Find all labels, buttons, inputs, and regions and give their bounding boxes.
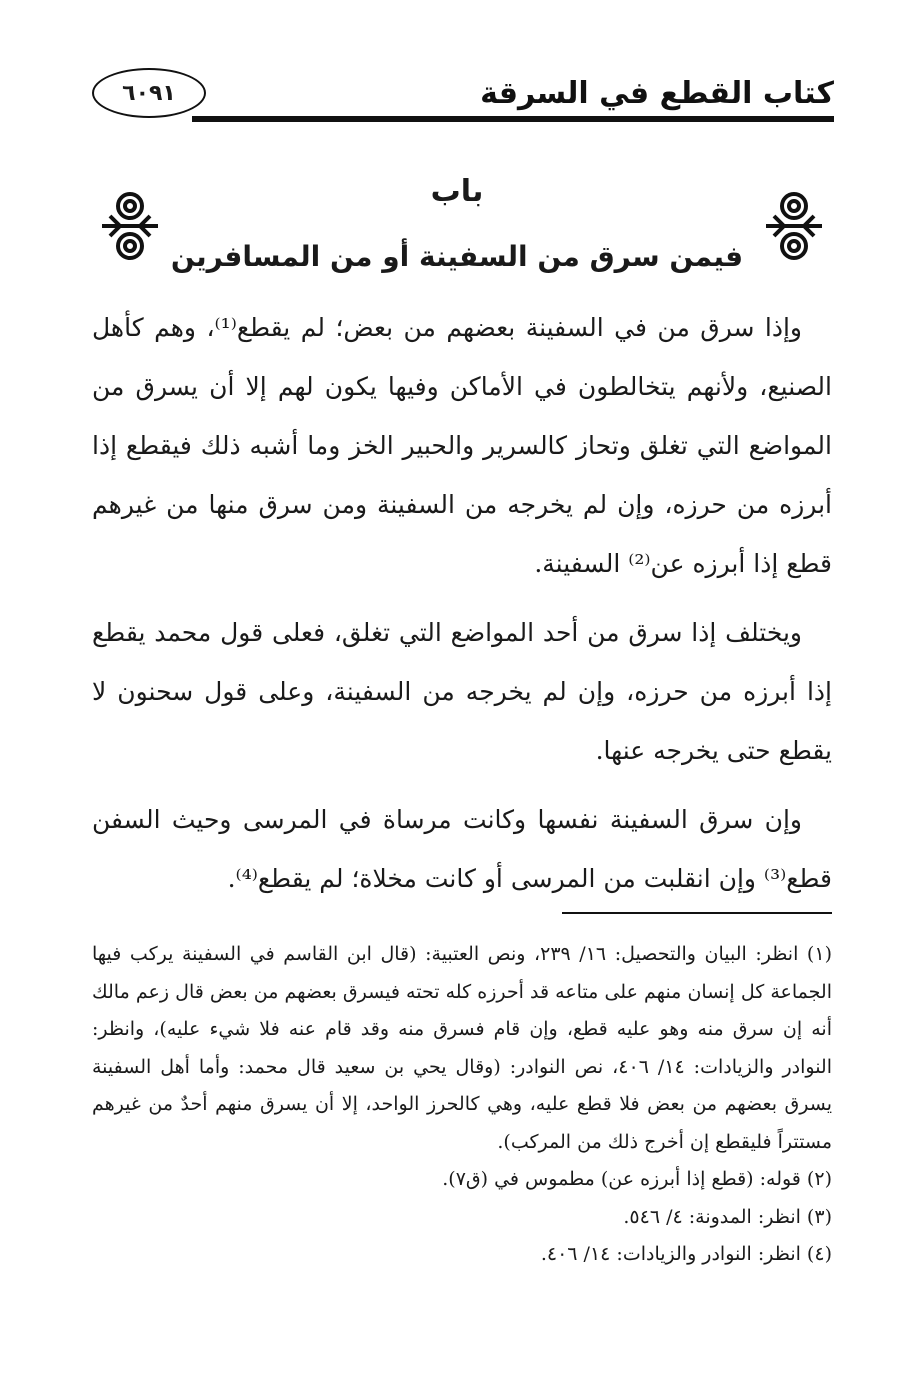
footnote: (٢) قوله: (قطع إذا أبرزه عن) مطموس في (ق٧). bbox=[442, 1168, 832, 1190]
main-text bbox=[92, 298, 832, 918]
book-title: كتاب القطع في السرقة bbox=[480, 76, 834, 111]
footnote: (١) انظر: البيان والتحصيل: ١٦/ ٢٣٩، ونص العتبية: (قال ابن القاسم في السفينة يركب فيها الجماعة كل إنسان منهم على متاعه قد أحرزه كله تحته فيسرق بعضهم من بعض قال زعم مالك أنه إن سرق منه وهو عليه قطع، وإن قام فسرق منه وقد قام عنه فلا شيء عليه)، وانظر: النوادر والزيادات: ١٤/ ٤٠٦، نص النوادر: (وقال يحي بن سعيد قال محمد: وأما أهل السفينة يسرق بعضهم من بعض فلا قطع عليه، وهي كالحرز الواحد، إلا أن يسرق منهم أحدٌ من غيرهم مستتراً فليقطع إن أخرج ذلك من المركب). bbox=[92, 943, 832, 1153]
footnotes bbox=[92, 936, 832, 1274]
paragraph: وإن سرق السفينة نفسها وكانت مرساة في المرسى وحيث السفن قطع⁽³⁾ وإن انقلبت من المرسى أو كانت مخلاة؛ لم يقطع⁽⁴⁾. bbox=[92, 805, 832, 893]
footnote-separator bbox=[562, 912, 832, 914]
footnote: (٣) انظر: المدونة: ٤/ ٥٤٦. bbox=[623, 1205, 832, 1228]
page-number: ٦٠٩١ bbox=[92, 68, 206, 118]
paragraph: ويختلف إذا سرق من أحد المواضع التي تغلق، فعلى قول محمد يقطع إذا أبرزه من حرزه، وإن لم يخرجه من السفينة، وعلى قول سحنون لا يقطع حتى يخرجه عنها. bbox=[92, 618, 832, 765]
page-header bbox=[92, 68, 834, 128]
chapter-label: باب bbox=[430, 174, 484, 209]
chapter-title: فيمن سرق من السفينة أو من المسافرين bbox=[170, 240, 744, 273]
footnote: (٤) انظر: النوادر والزيادات: ١٤/ ٤٠٦. bbox=[540, 1243, 832, 1265]
paragraph: وإذا سرق من في السفينة بعضهم من بعض؛ لم يقطع⁽¹⁾، وهم كأهل الصنيع، ولأنهم يتخالطون في الأماكن وفيها يكون لهم إلا أن يسرق من المواضع التي تغلق وتحاز كالسرير والحبير الخز وما أشبه ذلك فيقطع إذا أبرزه من حرزه، وإن لم يخرجه من السفينة ومن سرق منها من غيرهم قطع إذا أبرزه عن⁽²⁾ السفينة. bbox=[92, 313, 832, 578]
header-rule bbox=[192, 116, 834, 122]
